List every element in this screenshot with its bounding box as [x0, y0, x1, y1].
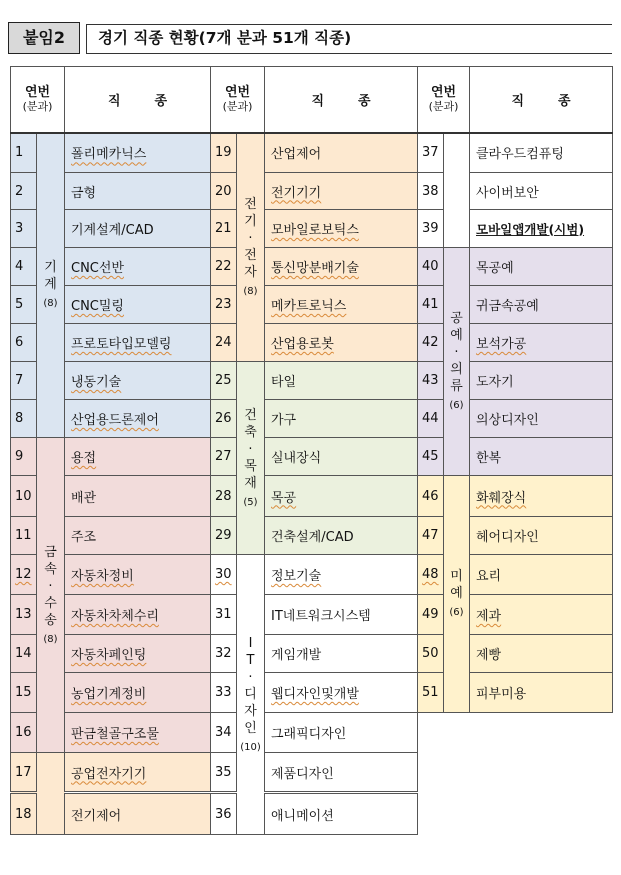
job-number: 11	[11, 517, 37, 555]
division-count: (8)	[43, 298, 58, 310]
job-number: 34	[211, 713, 237, 753]
job-name: 산업용로봇	[265, 324, 418, 362]
job-number: 42	[418, 324, 444, 362]
division-count: (6)	[449, 400, 464, 411]
job-name: 도자기	[470, 362, 613, 400]
table-row	[11, 248, 613, 286]
job-name: 프로토타입모델링	[65, 324, 211, 362]
job-name: 의상디자인	[470, 400, 613, 438]
job-number: 28	[211, 476, 237, 517]
table-row	[11, 210, 613, 248]
job-name: 제품디자인	[265, 753, 418, 793]
number-header-label: 연번	[224, 85, 251, 101]
table-row	[11, 400, 613, 438]
job-number: 7	[11, 362, 37, 400]
number-header-label: 연번	[24, 85, 51, 101]
job-name: 화훼장식	[470, 476, 613, 517]
number-header-label: 연번	[430, 85, 457, 101]
number-header-3	[418, 67, 470, 133]
job-number: 45	[418, 438, 444, 476]
job-number: 31	[211, 595, 237, 635]
job-name: 사이버보안	[470, 173, 613, 210]
job-name: 실내장식	[265, 438, 418, 476]
job-number: 40	[418, 248, 444, 286]
job-number: 20	[211, 173, 237, 210]
job-name: 헤어디자인	[470, 517, 613, 555]
job-name: 메카트로닉스	[265, 286, 418, 324]
table-row	[11, 362, 613, 400]
job-number: 32	[211, 635, 237, 673]
job-number: 18	[11, 793, 37, 835]
division-label: 기	[44, 260, 57, 276]
job-name: 기계설계/CAD	[65, 210, 211, 248]
job-name: 목공	[265, 476, 418, 517]
job-name: 그래픽디자인	[265, 713, 418, 753]
job-number: 36	[211, 793, 237, 835]
job-number: 29	[211, 517, 237, 555]
job-number: 35	[211, 753, 237, 793]
division-count: (6)	[449, 607, 464, 618]
division-header-label: (분과)	[428, 100, 459, 114]
job-name: 제과	[470, 595, 613, 635]
job-number: 13	[11, 595, 37, 635]
job-number: 5	[11, 286, 37, 324]
job-name: 한복	[470, 438, 613, 476]
job-name: 자동차차체수리	[65, 595, 211, 635]
job-name: 보석가공	[470, 324, 613, 362]
job-number: 3	[11, 210, 37, 248]
job-header-3	[470, 67, 613, 133]
job-name: 농업기계정비	[65, 673, 211, 713]
job-name: 귀금속공예	[470, 286, 613, 324]
job-header-label: 직종	[107, 93, 202, 109]
job-number: 4	[11, 248, 37, 286]
job-number: 39	[418, 210, 444, 248]
job-name: CNC선반	[65, 248, 211, 286]
job-number: 27	[211, 438, 237, 476]
job-name: 냉동기술	[65, 362, 211, 400]
table-row	[11, 635, 613, 673]
job-number: 25	[211, 362, 237, 400]
division-electric: 전 기 · 전 자 (8)	[237, 133, 265, 362]
division-label: 계	[44, 277, 57, 293]
job-name: 모바일앱개발(시범)	[470, 210, 613, 248]
job-name: 판금철골구조물	[65, 713, 211, 753]
job-number: 17	[11, 753, 37, 793]
job-number: 16	[11, 713, 37, 753]
job-number: 44	[418, 400, 444, 438]
table-row	[11, 286, 613, 324]
job-name: 요리	[470, 555, 613, 595]
job-number: 15	[11, 673, 37, 713]
job-number: 50	[418, 635, 444, 673]
job-number: 14	[11, 635, 37, 673]
job-number: 12	[11, 555, 37, 595]
table-row	[11, 555, 613, 595]
job-header-label: 직종	[511, 93, 605, 109]
table-row	[11, 673, 613, 713]
job-name: 가구	[265, 400, 418, 438]
table-row	[11, 595, 613, 635]
job-header-label: 직종	[311, 93, 405, 109]
job-name: 배관	[65, 476, 211, 517]
table-row	[11, 476, 613, 517]
job-number: 26	[211, 400, 237, 438]
job-number: 37	[418, 133, 444, 173]
job-name: CNC밀링	[65, 286, 211, 324]
number-header-2	[211, 67, 265, 133]
job-name: 폴리메카닉스	[65, 133, 211, 173]
attachment-badge: 붙임2	[8, 22, 80, 54]
number-header-1	[11, 67, 65, 133]
job-name: 주조	[65, 517, 211, 555]
division-it: I T · 디 자 인 (10)	[237, 555, 265, 835]
job-number: 9	[11, 438, 37, 476]
job-name: 피부미용	[470, 673, 613, 713]
table-row	[11, 133, 613, 173]
division-count: (5)	[243, 496, 258, 508]
job-number: 24	[211, 324, 237, 362]
job-name: 산업제어	[265, 133, 418, 173]
division-count: (8)	[243, 285, 258, 297]
job-name: 목공예	[470, 248, 613, 286]
job-name: 게임개발	[265, 635, 418, 673]
job-number: 43	[418, 362, 444, 400]
division-building: 건 축 · 목 재 (5)	[237, 362, 265, 555]
table-row	[11, 713, 613, 753]
job-name: 클라우드컴퓨팅	[470, 133, 613, 173]
job-number: 48	[418, 555, 444, 595]
header-row	[11, 67, 613, 133]
job-name: 전기제어	[65, 793, 211, 835]
job-table	[10, 66, 613, 835]
job-number: 21	[211, 210, 237, 248]
job-number: 8	[11, 400, 37, 438]
division-machinery	[37, 133, 65, 438]
job-header-1	[65, 67, 211, 133]
job-name: 금형	[65, 173, 211, 210]
job-number: 22	[211, 248, 237, 286]
job-name: 전기기기	[265, 173, 418, 210]
division-header-label: (분과)	[222, 100, 253, 114]
page-title: 경기 직종 현황(7개 분과 51개 직종)	[98, 29, 352, 47]
job-number: 1	[11, 133, 37, 173]
job-number: 47	[418, 517, 444, 555]
job-number: 6	[11, 324, 37, 362]
job-name: 자동차페인팅	[65, 635, 211, 673]
division-header-label: (분과)	[22, 100, 53, 114]
division-count: (10)	[240, 741, 261, 753]
table-row	[11, 438, 613, 476]
job-number: 38	[418, 173, 444, 210]
table-row	[11, 173, 613, 210]
job-name: 웹디자인및개발	[265, 673, 418, 713]
job-name: 용접	[65, 438, 211, 476]
job-name: 공업전자기기	[65, 753, 211, 793]
division-count: (8)	[43, 633, 58, 645]
job-number: 19	[211, 133, 237, 173]
division-metal: 금 속 · 수 송 (8)	[37, 438, 65, 753]
table-row	[11, 517, 613, 555]
job-name: 통신망분배기술	[265, 248, 418, 286]
table-row	[11, 324, 613, 362]
job-number: 2	[11, 173, 37, 210]
job-name: 애니메이션	[265, 793, 418, 835]
job-name: 타일	[265, 362, 418, 400]
title-rule-left	[86, 24, 87, 54]
job-name: 건축설계/CAD	[265, 517, 418, 555]
division-craft: 공 예 · 의 류 (6)	[444, 248, 470, 476]
job-number: 49	[418, 595, 444, 635]
job-number: 33	[211, 673, 237, 713]
job-number: 46	[418, 476, 444, 517]
job-header-2	[265, 67, 418, 133]
job-number: 23	[211, 286, 237, 324]
empty-cell	[418, 713, 613, 835]
job-name: IT네트워크시스템	[265, 595, 418, 635]
job-number: 30	[211, 555, 237, 595]
job-number: 41	[418, 286, 444, 324]
job-number: 10	[11, 476, 37, 517]
job-name: 제빵	[470, 635, 613, 673]
job-name: 자동차정비	[65, 555, 211, 595]
job-name: 모바일로보틱스	[265, 210, 418, 248]
division-beauty: 미 예 (6)	[444, 476, 470, 713]
job-number: 51	[418, 673, 444, 713]
job-name: 정보기술	[265, 555, 418, 595]
division-electric-cont	[37, 753, 65, 835]
job-name: 산업용드론제어	[65, 400, 211, 438]
division-it-cont	[444, 133, 470, 248]
